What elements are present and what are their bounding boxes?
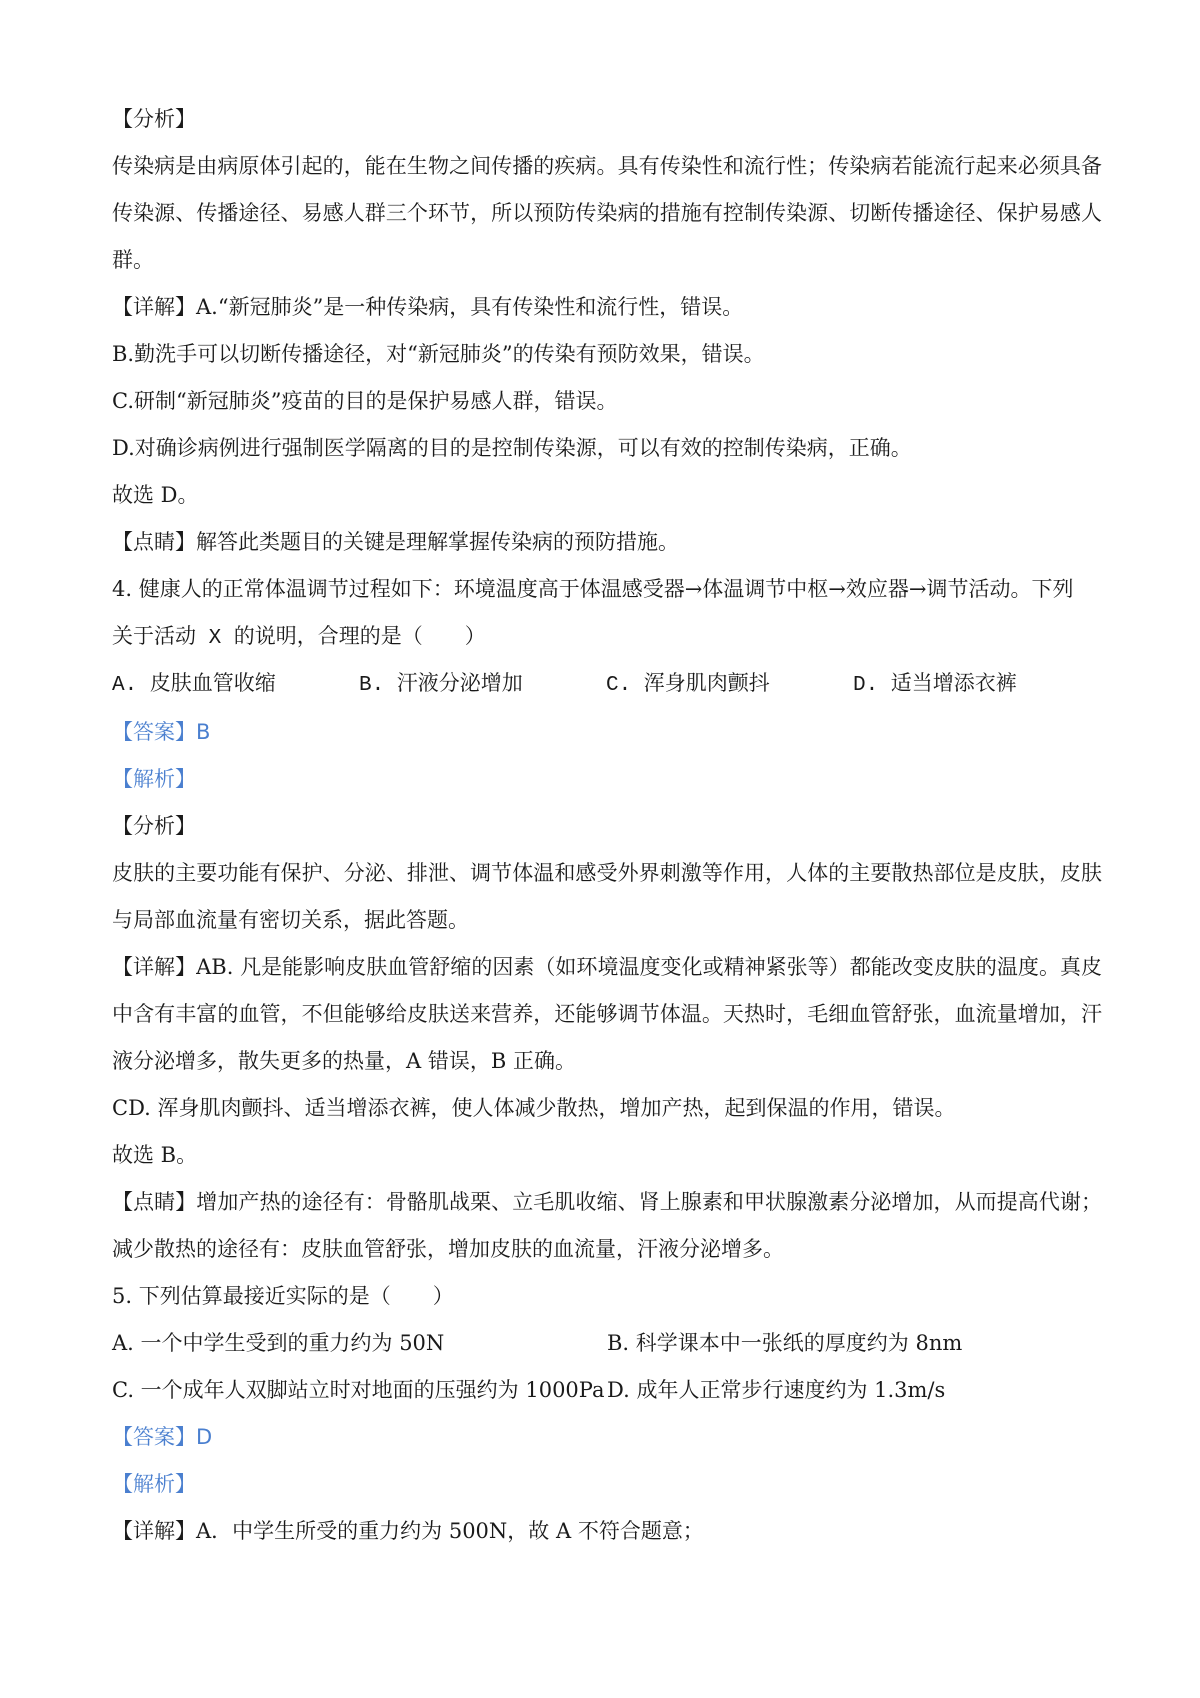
option-b: B. 汗液分泌增加	[359, 674, 523, 697]
question-4-detail-cd: CD. 浑身肌肉颤抖、适当增添衣裤，使人体减少散热，增加产热，起到保温的作用，错误。	[112, 1096, 956, 1120]
question-5-explain-tag	[112, 1461, 1102, 1508]
answer-value: D	[196, 1425, 213, 1449]
page-content	[112, 96, 1102, 1555]
answer-value: B	[196, 720, 211, 744]
option-a: A. 皮肤血管收缩	[112, 674, 276, 697]
question-4-explain-tag	[112, 756, 1102, 803]
comment: 【点睛】解答此类题目的关键是理解掌握传染病的预防措施。	[112, 530, 679, 554]
option-d: D. 适当增添衣裤	[853, 674, 1017, 697]
answer-tag: 【答案】	[112, 1425, 196, 1449]
question-5-detail-a: 【详解】A．中学生所受的重力约为 500N，故 A 不符合题意；	[112, 1519, 704, 1543]
option-c: C. 一个成年人双脚站立时对地面的压强约为 1000Pa	[112, 1378, 605, 1402]
explain-tag: 【解析】	[112, 767, 196, 791]
question-4-stem-line-2	[112, 613, 1102, 662]
question-4-comment: 【点睛】增加产热的途径有：骨骼肌战栗、立毛肌收缩、肾上腺素和甲状腺激素分泌增加，从而提高代谢；减少散热的途径有：皮肤血管舒张，增加皮肤的血流量，汗液分泌增多。	[112, 1190, 1102, 1261]
explain-tag: 【解析】	[112, 1472, 196, 1496]
detail-c: C.研制“新冠肺炎”疫苗的目的是保护易感人群，错误。	[112, 389, 618, 413]
question-5-answer	[112, 1414, 1102, 1461]
question-4-answer	[112, 709, 1102, 756]
detail-d: D.对确诊病例进行强制医学隔离的目的是控制传染源，可以有效的控制传染病，正确。	[112, 436, 912, 460]
choose-statement: 故选 D。	[112, 483, 199, 507]
question-5-stem: 5. 下列估算最接近实际的是（ ）	[112, 1284, 454, 1308]
question-4-analysis: 皮肤的主要功能有保护、分泌、排泄、调节体温和感受外界刺激等作用，人体的主要散热部位是皮肤，皮肤与局部血流量有密切关系，据此答题。	[112, 861, 1102, 932]
analysis-heading: 【分析】	[112, 107, 196, 131]
question-4-stem-line-1: 4. 健康人的正常体温调节过程如下：环境温度高于体温感受器→体温调节中枢→效应器→调节活动。下列	[112, 577, 1074, 601]
option-b: B. 科学课本中一张纸的厚度约为 8nm	[607, 1331, 963, 1355]
question-4-stem-text: 关于活动 X 的说明，合理的是（ ）	[112, 627, 486, 650]
question-4-options	[112, 662, 1102, 709]
option-d: D. 成年人正常步行速度约为 1.3m/s	[607, 1378, 946, 1402]
question-4-choose: 故选 B。	[112, 1143, 198, 1167]
option-a: A. 一个中学生受到的重力约为 50N	[112, 1331, 445, 1355]
question-5-options-row-1	[112, 1320, 1102, 1367]
detail-a: 【详解】A.“新冠肺炎”是一种传染病，具有传染性和流行性，错误。	[112, 295, 744, 319]
question-5-options-row-2	[112, 1367, 1102, 1414]
detail-b: B.勤洗手可以切断传播途径，对“新冠肺炎”的传染有预防效果，错误。	[112, 342, 765, 366]
analysis-paragraph: 传染病是由病原体引起的，能在生物之间传播的疾病。具有传染性和流行性；传染病若能流行起来必须具备传染源、传播途径、易感人群三个环节，所以预防传染病的措施有控制传染源、切断传播途径、保护易感人群。	[112, 154, 1102, 272]
answer-tag: 【答案】	[112, 720, 196, 744]
question-4-analysis-heading: 【分析】	[112, 814, 196, 838]
option-c: C. 浑身肌肉颤抖	[606, 674, 770, 697]
question-4-detail-ab: 【详解】AB. 凡是能影响皮肤血管舒缩的因素（如环境温度变化或精神紧张等）都能改变皮肤的温度。真皮中含有丰富的血管，不但能够给皮肤送来营养，还能够调节体温。天热时，毛细血管舒张，血流量增加，汗液分泌增多，散失更多的热量，A 错误，B 正确。	[112, 955, 1102, 1073]
